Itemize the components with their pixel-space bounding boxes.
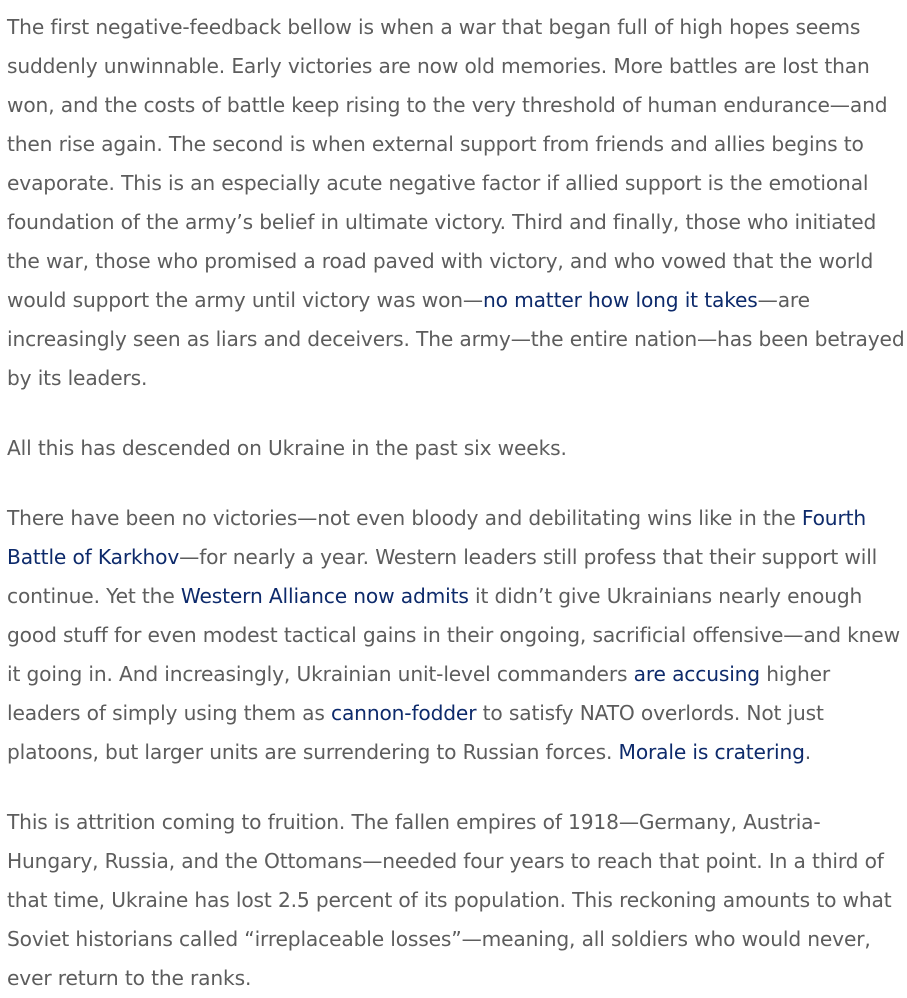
paragraph-text: to satisfy NATO overlords. Not just platoons, but larger units are surrendering to Russian forces. bbox=[7, 701, 824, 764]
link-morale-is-cratering[interactable]: Morale is cratering bbox=[618, 740, 805, 764]
paragraph-text: —are increasingly seen as liars and deceivers. The army—the entire nation—has been betrayed by its leaders. bbox=[7, 288, 905, 390]
paragraph-text: This is attrition coming to fruition. The fallen empires of 1918—Germany, Austria-Hungary, Russia, and the Ottomans—needed four years to reach that point. In a third of that time, Ukraine has lost 2.5 percent of its population. This reckoning amounts to what Soviet historians called “irreplaceable losses”—meaning, all soldiers who would never, ever return to the ranks. bbox=[7, 810, 892, 990]
paragraph-text: The first negative-feedback bellow is when a war that began full of high hopes seems suddenly unwinnable. Early victories are now old memories. More battles are lost than won, and the costs of battle keep rising to the very threshold of human endurance—and then rise again. The second is when external support from friends and allies begins to evaporate. This is an especially acute negative factor if allied support is the emotional foundation of the army’s belief in ultimate victory. Third and finally, those who initiated the war, those who promised a road paved with victory, and who vowed that the world would support the army until victory was won— bbox=[7, 15, 888, 312]
paragraph-text: higher leaders of simply using them as bbox=[7, 662, 831, 725]
paragraph-text: it didn’t give Ukrainians nearly enough good stuff for even modest tactical gains in their ongoing, sacrificial offensive—and knew it going in. And increasingly, Ukrainian unit-level commanders bbox=[7, 584, 900, 686]
paragraph-text: There have been no victories—not even bloody and debilitating wins like in the bbox=[7, 506, 802, 530]
paragraph-text: . bbox=[804, 740, 812, 764]
paragraph-text: —for nearly a year. Western leaders still profess that their support will continue. Yet the bbox=[7, 545, 878, 608]
link-western-alliance-now-admits[interactable]: Western Alliance now admits bbox=[180, 584, 469, 608]
paragraph-six-weeks bbox=[7, 429, 907, 468]
paragraph-attrition bbox=[7, 803, 907, 998]
link-are-accusing[interactable]: are accusing bbox=[633, 662, 760, 686]
link-cannon-fodder[interactable]: cannon-fodder bbox=[331, 701, 477, 725]
paragraph-no-victories bbox=[7, 499, 907, 772]
link-fourth-battle-of-karkhov[interactable]: Fourth Battle of Karkhov bbox=[7, 506, 867, 569]
link-no-matter-how-long[interactable]: no matter how long it takes bbox=[482, 288, 758, 312]
paragraph-negative-feedback bbox=[7, 8, 907, 398]
paragraph-text: All this has descended on Ukraine in the past six weeks. bbox=[7, 436, 567, 460]
article-body bbox=[7, 8, 907, 998]
